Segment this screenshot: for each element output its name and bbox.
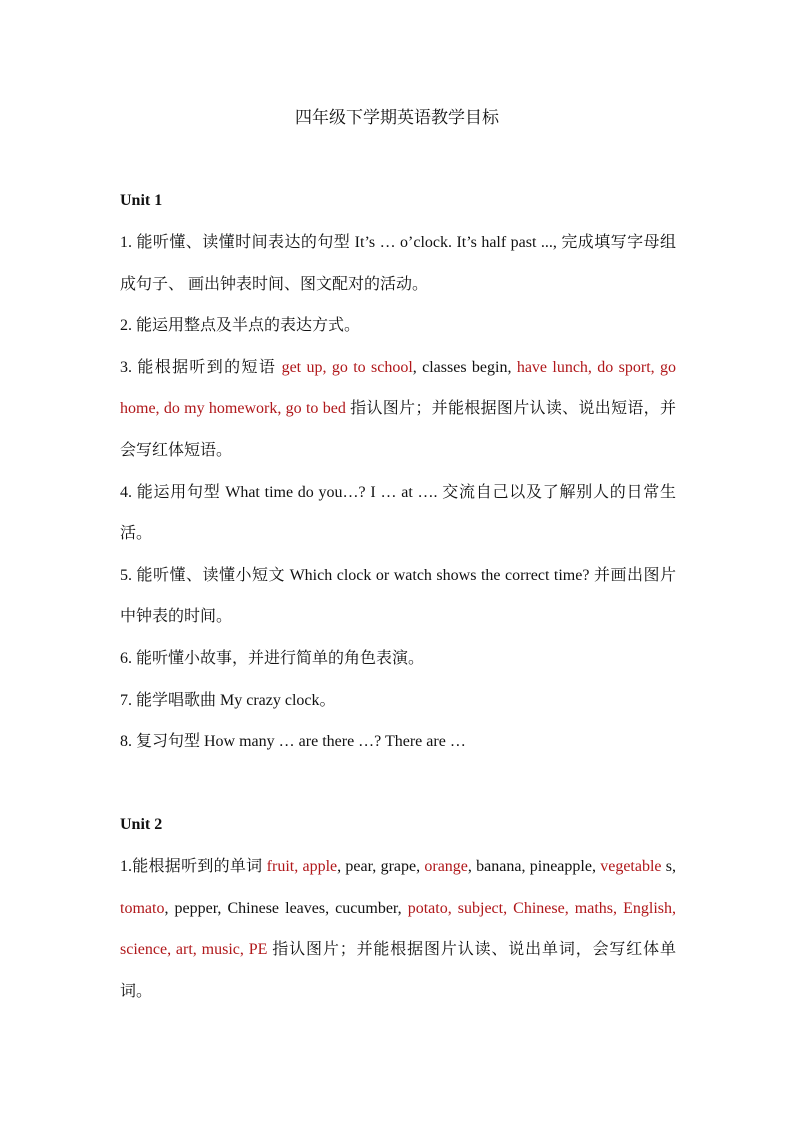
objective-text: 5. 能听懂、读懂小短文 Which clock or watch shows the correct time? 并画出图片中钟表的时间。 (120, 566, 676, 626)
objective-text: , classes begin, (412, 358, 517, 376)
page-title: 四年级下学期英语教学目标 (295, 108, 499, 127)
objective-text: 2. 能运用整点及半点的表达方式。 (120, 317, 361, 335)
objective-item (120, 555, 676, 638)
objective-item (120, 846, 676, 1012)
objective-text: , banana, pineapple, (467, 858, 601, 875)
objective-text: 1. 能听懂、读懂时间表达的句型 It’s … o’clock. It’s half past ..., 完成填写字母组成句子、 画出钟表时间、图文配对的活动。 (120, 234, 676, 293)
objective-text: , pepper, Chinese leaves, cucumber, (164, 899, 408, 917)
objective-text: , pear, grape, (337, 858, 425, 875)
objective-item (120, 305, 676, 347)
objective-text: 7. 能学唱歌曲 My crazy clock。 (120, 691, 336, 709)
objective-item (120, 721, 676, 763)
objective-text: s, (661, 858, 677, 875)
objective-text: 指认图片；并能根据图片认读、说出单词，会写红体单词。 (120, 941, 676, 1000)
objective-text: 指认图片；并能根据图片认读、说出短语，并会写红体短语。 (120, 400, 676, 459)
objective-item (120, 347, 676, 472)
objective-text: 3. 能根据听到的短语 (120, 358, 282, 376)
objective-text: 4. 能运用句型 What time do you…? I … at …. 交流自己以及了解别人的日常生活。 (120, 483, 676, 543)
objective-text: 1.能根据听到的单词 (120, 858, 267, 875)
highlighted-term: potato, subject, Chinese, maths, English, science, art, music, PE (120, 899, 676, 959)
unit-1-objectives (120, 222, 676, 763)
highlighted-term: have lunch, do sport, go home, do my homework, go to bed (120, 358, 677, 418)
highlighted-term: vegetable (600, 858, 662, 875)
highlighted-term: get up, go to school (281, 358, 413, 376)
unit-2-heading: Unit 2 (120, 816, 163, 833)
objective-item (120, 680, 676, 722)
highlighted-term: orange (424, 858, 468, 875)
objective-item (120, 638, 676, 680)
objective-text: 6. 能听懂小故事，并进行简单的角色表演。 (120, 649, 425, 667)
highlighted-term: fruit, apple (266, 858, 338, 875)
unit-1-heading: Unit 1 (120, 192, 163, 209)
objective-item (120, 472, 676, 555)
highlighted-term: tomato (120, 899, 165, 917)
objective-text: 8. 复习句型 How many … are there …? There are … (120, 733, 466, 751)
objective-item (120, 222, 676, 305)
unit-2-objectives (120, 846, 676, 1012)
